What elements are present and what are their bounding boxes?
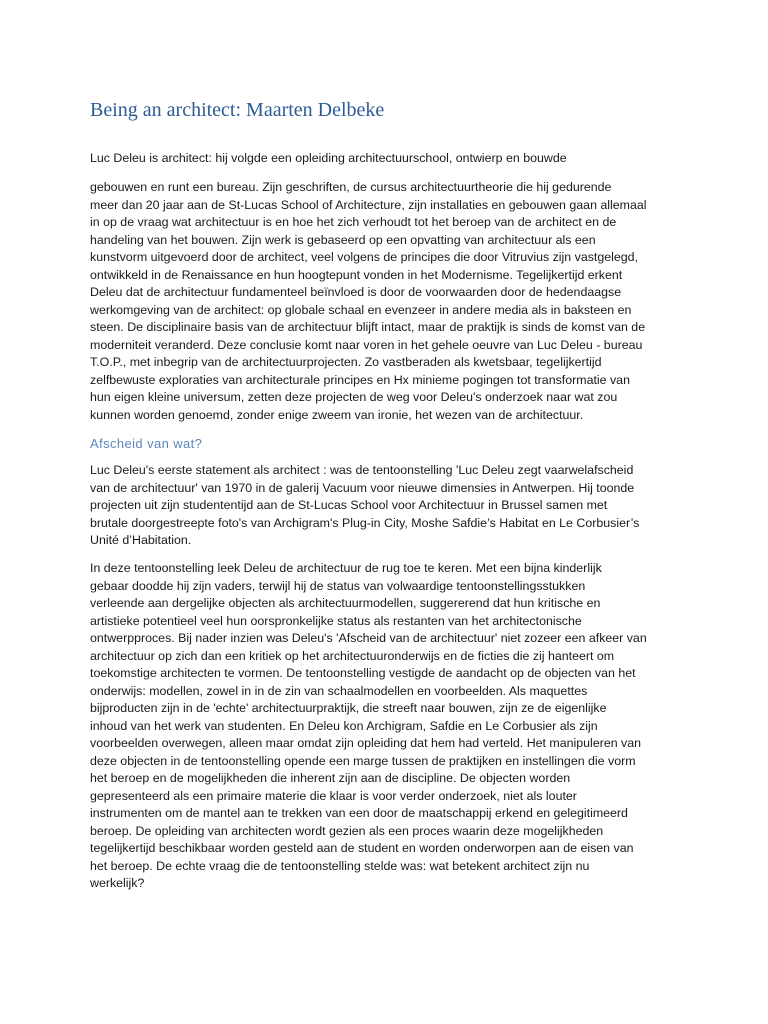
intro-paragraph — [90, 150, 680, 168]
paragraph-line: toekomstige architecten te vormen. De tentoonstelling vestigde de aandacht op de objecten van het — [90, 666, 636, 680]
paragraph-line: projecten uit zijn studententijd aan de St-Lucas School voor Architectuur in Brussel samen met — [90, 498, 608, 512]
paragraph-line: beroep. De opleiding van architecten wordt gezien als een proces waarin deze mogelijkheden — [90, 823, 604, 838]
paragraph-line: T.O.P., met inbegrip van de architectuurprojecten. Zo vastberaden als kwetsbaar, tegelijkertijd — [90, 355, 602, 369]
paragraph-line: voorbeelden overwegen, alleen maar omdat zijn opleiding dat hem had verteld. Het manipuleren van — [90, 736, 642, 750]
paragraph-line: werkelijk? — [90, 876, 145, 890]
paragraph-line: bijproducten zijn in de 'echte' architectuurpraktijk, die streeft naar bouwen, zijn ze de eigenlijke — [90, 701, 607, 715]
paragraph-line: hun eigen kleine universum, zetten deze projecten de weg voor Deleu's onderzoek naar wat zou — [90, 390, 618, 404]
paragraph-line: architectuur op zich dan een kritiek op het architectuuronderwijs en de ficties die zij hanteert om — [90, 648, 615, 663]
body-paragraph-2 — [90, 462, 680, 550]
paragraph-line: meer dan 20 jaar aan de St-Lucas School of Architecture, zijn installaties en gebouwen gaan allemaal — [90, 197, 647, 212]
intro-line: Luc Deleu is architect: hij volgde een opleiding architectuurschool, ontwierp en bouwde — [90, 151, 567, 165]
body-paragraph-1 — [90, 179, 680, 424]
paragraph-line: gebouwen en runt een bureau. Zijn geschriften, de cursus architectuurtheorie die hij gedurende — [90, 180, 612, 194]
paragraph-line: brutale doorgestreepte foto's van Archigram's Plug-in City, Moshe Safdie’s Habitat en Le Corbusier’s — [90, 515, 640, 530]
paragraph-line: Unité d’Habitation. — [90, 533, 192, 547]
paragraph-line: onderwijs: modellen, zowel in in de zin van schaalmodellen en voorbeelden. Als maquettes — [90, 683, 588, 698]
paragraph-line: van de architectuur' van 1970 in de galerij Vacuum voor nieuwe dimensies in Antwerpen. Hij toonde — [90, 480, 635, 495]
paragraph-line: verleende aan dergelijke objecten als architectuurmodellen, suggererend dat hun kritische en — [90, 596, 601, 610]
paragraph-line: artistieke potentieel veel hun oorspronkelijke status als restanten van het architectonische — [90, 613, 582, 628]
paragraph-line: instrumenten om de mantel aan te trekken van een door de maatschappij erkend en gelegitimeerd — [90, 806, 628, 820]
paragraph-line: zelfbewuste exploraties van architecturale principes en Hx minieme pogingen tot transformatie van — [90, 372, 630, 387]
paragraph-line: deze objecten in de tentoonstelling opende een marge tussen de praktijken en instellingen die vorm — [90, 753, 636, 768]
paragraph-line: ontwikkeld in de Renaissance en hun hoogtepunt vonden in het Modernisme. Tegelijkertijd erkent — [90, 267, 623, 282]
paragraph-line: kunnen worden genoemd, zonder enige zweem van ironie, het wezen van de architectuur. — [90, 407, 584, 422]
paragraph-line: het beroep. De echte vraag die de tentoonstelling stelde was: wat betekent architect zijn nu — [90, 858, 590, 873]
paragraph-line: In deze tentoonstelling leek Deleu de architectuur de rug toe te keren. Met een bijna kinderlijk — [90, 561, 602, 575]
paragraph-line: moderniteit veranderd. Deze conclusie komt naar voren in het gehele oeuvre van Luc Deleu - bureau — [90, 337, 643, 352]
paragraph-line: steen. De disciplinaire basis van de architectuur blijft intact, maar de praktijk is sinds de komst van de — [90, 320, 646, 334]
paragraph-line: Luc Deleu's eerste statement als architect : was de tentoonstelling 'Luc Deleu zegt vaarwelafscheid — [90, 463, 634, 477]
body-paragraph-3 — [90, 560, 680, 893]
document-page — [90, 0, 680, 1024]
paragraph-line: gepresenteerd als een primaire materie die klaar is voor verder onderzoek, niet als louter — [90, 788, 577, 803]
paragraph-line: gebaar doodde hij zijn vaders, terwijl hij de status van volwaardige tentoonstellingsstukken — [90, 578, 586, 593]
paragraph-line: kunstvorm uitgevoerd door de architect, veel volgens de principes die door Vitruvius zijn vastgelegd, — [90, 250, 639, 264]
paragraph-line: het beroep en de mogelijkheden die inherent zijn aan de discipline. De objecten worden — [90, 771, 571, 785]
paragraph-line: Deleu dat de architectuur fundamenteel beïnvloed is door de voorwaarden door de hedendaagse — [90, 285, 622, 299]
paragraph-line: handeling van het bouwen. Zijn werk is gebaseerd op een opvatting van architectuur als een — [90, 232, 596, 247]
page-title: Being an architect: Maarten Delbeke — [90, 99, 385, 121]
paragraph-line: tegelijkertijd beschikbaar worden gesteld aan de student en worden onderworpen aan de eisen van — [90, 841, 634, 855]
paragraph-line: werkomgeving van de architect: op globale schaal en evenzeer in andere media als in baksteen en — [90, 302, 632, 317]
paragraph-line: ontwerpproces. Bij nader inzien was Deleu's 'Afscheid van de architectuur' niet zozeer een afkeer van — [90, 631, 647, 645]
paragraph-line: inhoud van het werk van studenten. En Deleu kon Archigram, Safdie en Le Corbusier als zijn — [90, 718, 598, 733]
paragraph-line: in op de vraag wat architectuur is en hoe het zich verhoudt tot het beroep van de architect en de — [90, 215, 617, 229]
section-heading: Afscheid van wat? — [90, 436, 203, 451]
